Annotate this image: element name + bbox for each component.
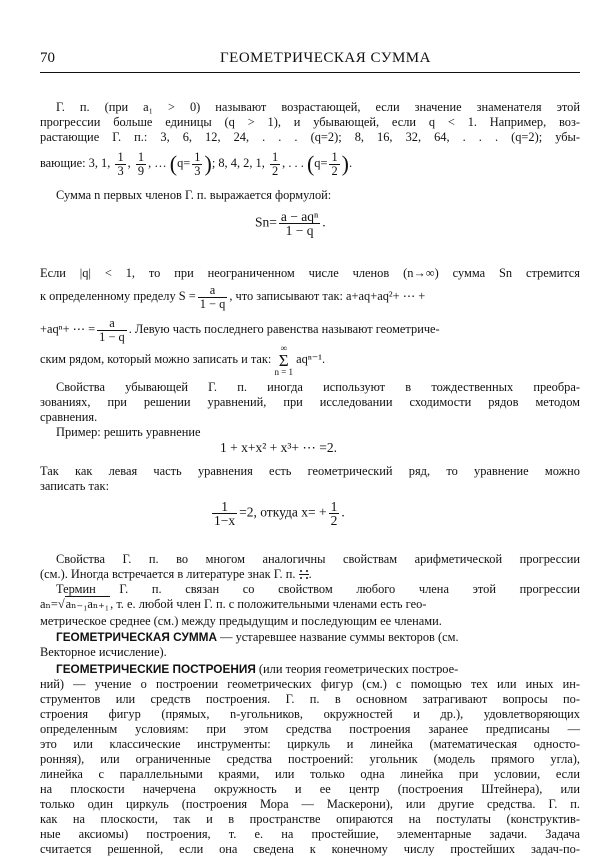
paragraph-solution (40, 464, 580, 494)
text-line: aₙ=√aₙ₋₁aₙ₊₁, т. е. любой член Г. п. с положительными членами есть гео- (40, 597, 427, 611)
gp-sign-icon (299, 570, 309, 580)
text-line: прогрессии больше единицы (q > 1), и убывающей, если q < 1. Например, воз- (40, 115, 580, 129)
fraction-one-half: $\frac{1}{2}$ (271, 149, 279, 178)
text-line: Термин Г. п. связан со свойством любого члена этой прогрессии (56, 582, 580, 596)
sqrt-expression: √aₙ₋₁aₙ₊₁ (57, 597, 110, 611)
text-line: ний) — учение о построении геометрических фигур (см.) с помощью тех или иных ин- (40, 677, 580, 691)
page-number: 70 (40, 50, 55, 66)
entry-geometric-sum (40, 630, 580, 660)
entry-term: ГЕОМЕТРИЧЕСКИЕ ПОСТРОЕНИЯ (56, 662, 256, 676)
running-title: ГЕОМЕТРИЧЕСКАЯ СУММА (220, 50, 431, 66)
paragraph-limit (40, 266, 580, 281)
text-line: линейка с параллельными краями, или только одна линейка при условии, если (40, 767, 580, 781)
text-line: только один циркуль (построения Мора — Маскерони), или другие средства. Г. п. (40, 797, 580, 811)
ellipsis: … (154, 156, 167, 170)
text-line: Если |q| < 1, то при неограниченном числе членов (n→∞) сумма Sn стремится (40, 266, 580, 280)
series-fraction: $\frac{a}{1 - q}$ (99, 315, 125, 344)
text-line: Пример: решить уравнение (56, 425, 201, 439)
text-line: Г. п. (при a₁ > 0) называют возрастающей, если значение знаменателя этой (56, 100, 580, 114)
paragraph-increasing-decreasing (40, 100, 580, 145)
text-line: сравнения. (40, 410, 98, 424)
text-line: определенным условиям: при этом средства построения заранее предписаны — (40, 722, 580, 736)
series-sum-line: ским рядом, который можно записать и так: ∞ Σ n = 1 aqⁿ⁻¹. (40, 342, 326, 377)
text-line: на плоскости начерчена окружность и ее центр (построения Штейнера), или (40, 782, 580, 796)
text-line: как на плоскости, так и в пространстве опираются на постулаты (конструктив- (40, 812, 580, 826)
text-line: Векторное исчисление). (40, 645, 167, 659)
text-line: растающие Г. п.: 3, 6, 12, 24, . . . (q=2); 8, 16, 32, 64, . . . (q=2); убы- (40, 130, 580, 144)
text-line: метрическое среднее (см.) между предыдущим и последующим ее членами. (40, 614, 442, 628)
series-line: +aqⁿ+ ⋯ = $\frac{a}{1 - q}$ . Левую часть последнего равенства называют геометриче- (40, 315, 440, 344)
text-fragment: вающие: 3, 1, (40, 156, 111, 170)
ratio-label: q= (177, 156, 191, 170)
fraction-ratio-half: $\frac{1}{2}$ (331, 149, 338, 178)
text-line: Так как левая часть уравнения есть геометрический ряд, то уравнение можно (40, 464, 580, 478)
fraction-ratio-third: $\frac{1}{3}$ (194, 149, 201, 178)
paragraph-properties (40, 380, 580, 440)
example-equation: 1 + x+x² + x³+ ⋯ =2. (220, 440, 338, 455)
entry-term: ГЕОМЕТРИЧЕСКАЯ СУММА (56, 630, 218, 644)
header-rule (40, 72, 580, 73)
text-line: ронняя), или ограниченные средства построений: угольник (модель прямого угла), (40, 752, 580, 766)
solution-formula: $\frac{1}{1-x}$ =2, откуда x= + $\frac{1}{2}$ . (214, 499, 345, 528)
text-line: ГЕОМЕТРИЧЕСКИЕ ПОСТРОЕНИЯ (или теория геометрических построе- (56, 662, 459, 676)
running-header (40, 50, 580, 70)
fraction-one-ninth: $\frac{1}{9}$ (137, 149, 145, 178)
sum-intro: Сумма n первых членов Г. п. выражается формулой: (56, 188, 332, 202)
text-line: (см.). Иногда встречается в литературе знак Г. п. . (40, 567, 312, 581)
entry-geometric-constructions (40, 662, 580, 857)
text-line: струментов или средств построения. Г. п. в основном затрагивают вопросы по- (40, 692, 580, 706)
text-fragment: ; 8, 4, 2, 1, (211, 156, 265, 170)
limit-fraction: $\frac{a}{1 - q}$ (199, 282, 226, 311)
decreasing-examples-line: вающие: 3, 1, $\frac{1}{3}$ , $\frac{1}{9}$ , … (q= $\frac{1}{3}$ ); 8, 4, 2, 1, $\frac{1}{2}$ , . . . (q= $\frac{1}{2}$ ). (40, 149, 353, 178)
ratio-label: q= (314, 156, 328, 170)
text-line: считается решенной, если она сведена к конечному числу простейших задач-по- (40, 842, 580, 856)
text-line: ные аксиомы) построения, т. е. на простейшие, элементарные задачи. Задача (40, 827, 580, 841)
text-line: Свойства убывающей Г. п. иногда используют в тождественных преобра- (56, 380, 580, 394)
text-line: Свойства Г. п. во многом аналогичны свойствам арифметической прогрессии (56, 552, 580, 566)
text-fragment: , . . . (282, 156, 304, 170)
text-line: зованиях, при решении уравнений, при исследовании сходимости рядов методом (40, 395, 580, 409)
text-line: строения фигур (прямых, n-угольников, окружностей и др.), удовлетворяющих (40, 707, 580, 721)
text-line: это или классические инструменты: циркуль и линейка (математическая односто- (40, 737, 580, 751)
sum-formula: Sn= $\frac{\text{a − aqⁿ}}{1 - q}$ . (255, 209, 326, 238)
fraction-one-third: $\frac{1}{3}$ (117, 149, 124, 178)
sum-symbol: ∞ Σ n = 1 (274, 342, 294, 377)
paragraph-analogy (40, 552, 580, 629)
limit-line: к определенному пределу S = $\frac{a}{1 - q}$ , что записывают так: a+aq+aq²+ ⋯ + (40, 282, 426, 311)
text-line: записать так: (40, 479, 110, 493)
text-line: ГЕОМЕТРИЧЕСКАЯ СУММА — устаревшее название суммы векторов (см. (56, 630, 459, 644)
